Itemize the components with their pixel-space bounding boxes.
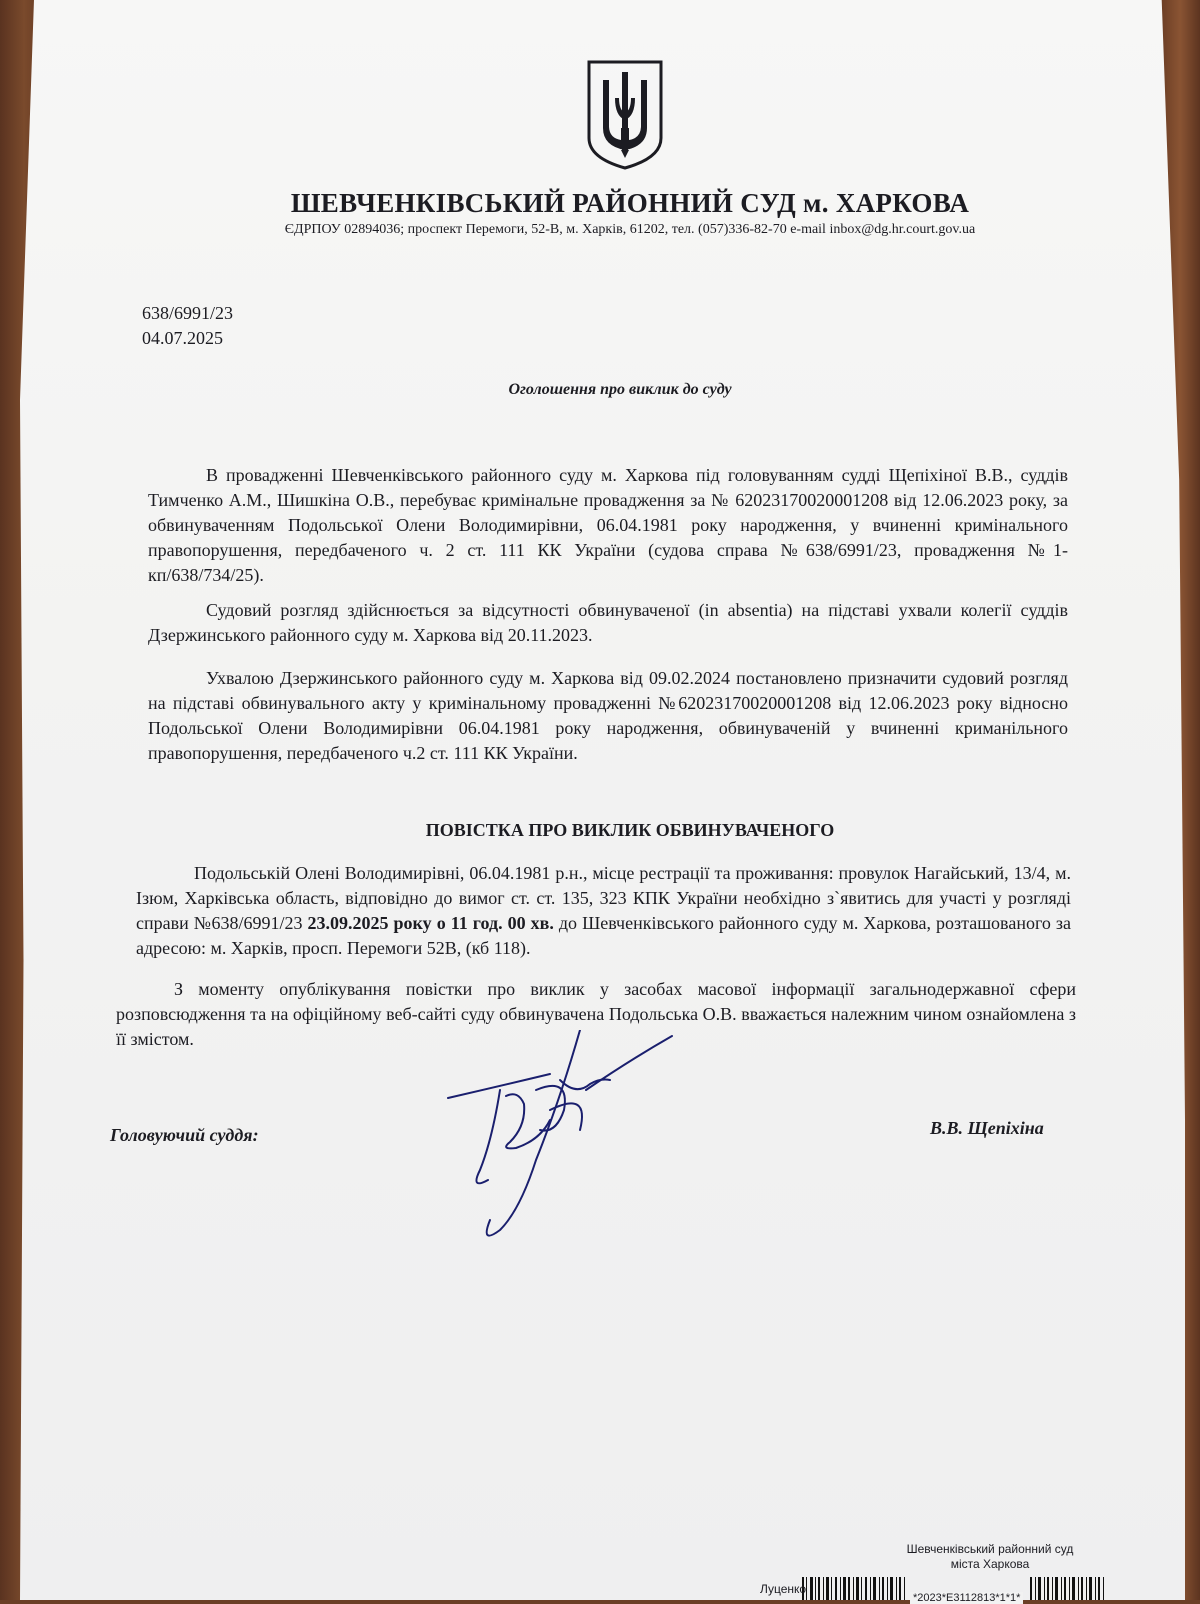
notice-paragraph [148,666,1068,766]
case-number: 638/6991/23 [142,303,234,323]
presiding-judge-name: В.В. Щепіхіна [930,1118,1044,1138]
summons-text: Подольській Олені Володимирівні, 06.04.1981 р.н., місце рестрації та проживання: провулок Нагайський, 13/4, м. Ізюм, Харківська область, відповідно до вимог ст. ст. 135, 323 КПК України необхідно з`явитись для участі у розгляді справи №638/6991/23 [136,863,1071,933]
coat-of-arms-icon [585,58,665,170]
summons-text-end: до Шевченківського районного суду м. Харкова, розташованого за адресою: м. Харків, просп. Перемоги 52В, (кб 118). [136,913,1072,958]
presiding-judge-label: Головуючий суддя: [110,1125,259,1145]
summons-paragraph [136,861,1071,961]
notice-paragraph [148,463,1068,588]
notice-paragraph-text: В провадженні Шевченківського районного суду м. Харкова під головуванням судді Щепіхіної В.В., суддів Тимченко А.М., Шишкіна О.В., перебуває кримінальне провадження за № 62023170020001208 від 12.06.2023 року, за обвинуваченням Подольської Олени Володимирівни, 06.04.1981 року народження, у вчиненні кримінального правопорушення, передбаченого ч. 2 ст. 111 КК України (судова справа №638/6991/23, провадження №1-кп/638/734/25). [148,465,1068,585]
court-name-heading: ШЕВЧЕНКІВСЬКИЙ РАЙОННИЙ СУД м. ХАРКОВА [290,188,970,218]
summons-title: ПОВІСТКА ПРО ВИКЛИК ОБВИНУВАЧЕНОГО [425,820,835,840]
notice-title: Оголошення про виклик до суду [508,381,732,398]
barcode-number: *2023*Е3112813*1*1* [910,1592,1023,1604]
notice-paragraph-text: Ухвалою Дзержинського районного суду м. Харкова від 09.02.2024 постановлено призначити судовий розгляд на підставі обвинувального акту у кримінальному провадженні №62023170020001208 від 12.06.2023 року відносно Подольської Олени Володимирівни 06.04.1981 року народження, обвинуваченій у вчиненні криманільного правопорушення, передбаченого ч.2 ст. 111 КК України. [148,668,1068,763]
clerk-name: Луценко [760,1582,807,1596]
document-date: 04.07.2025 [142,328,223,348]
stamp-city: міста Харкова [950,1557,1030,1571]
document-sheet [20,0,1185,1600]
publication-text: З моменту опублікування повістки про виклик у засобах масової інформації загальнодержавної сфери розповсюдження та на офіційному веб-сайті суду обвинувачена Подольська О.В. вважається належним чином ознайомлена з її змістом. [116,979,1076,1049]
court-stamp [880,1542,1100,1572]
notice-paragraph-text: Судовий розгляд здійснюється за відсутності обвинуваченої (in absentia) на підставі ухвали колегії суддів Дзержинського районного суду м. Харкова від 20.11.2023. [148,600,1068,645]
notice-paragraph [148,598,1068,648]
handwritten-signature [440,1030,700,1260]
hearing-datetime: 23.09.2025 року о 11 год. 00 хв. [307,913,554,933]
court-contacts: ЄДРПОУ 02894036; проспект Перемоги, 52-В, м. Харків, 61202, тел. (057)336-82-70 e-mail inbox@dg.hr.court.gov.ua [284,222,976,237]
stamp-court-name: Шевченківський районний суд [906,1542,1074,1556]
